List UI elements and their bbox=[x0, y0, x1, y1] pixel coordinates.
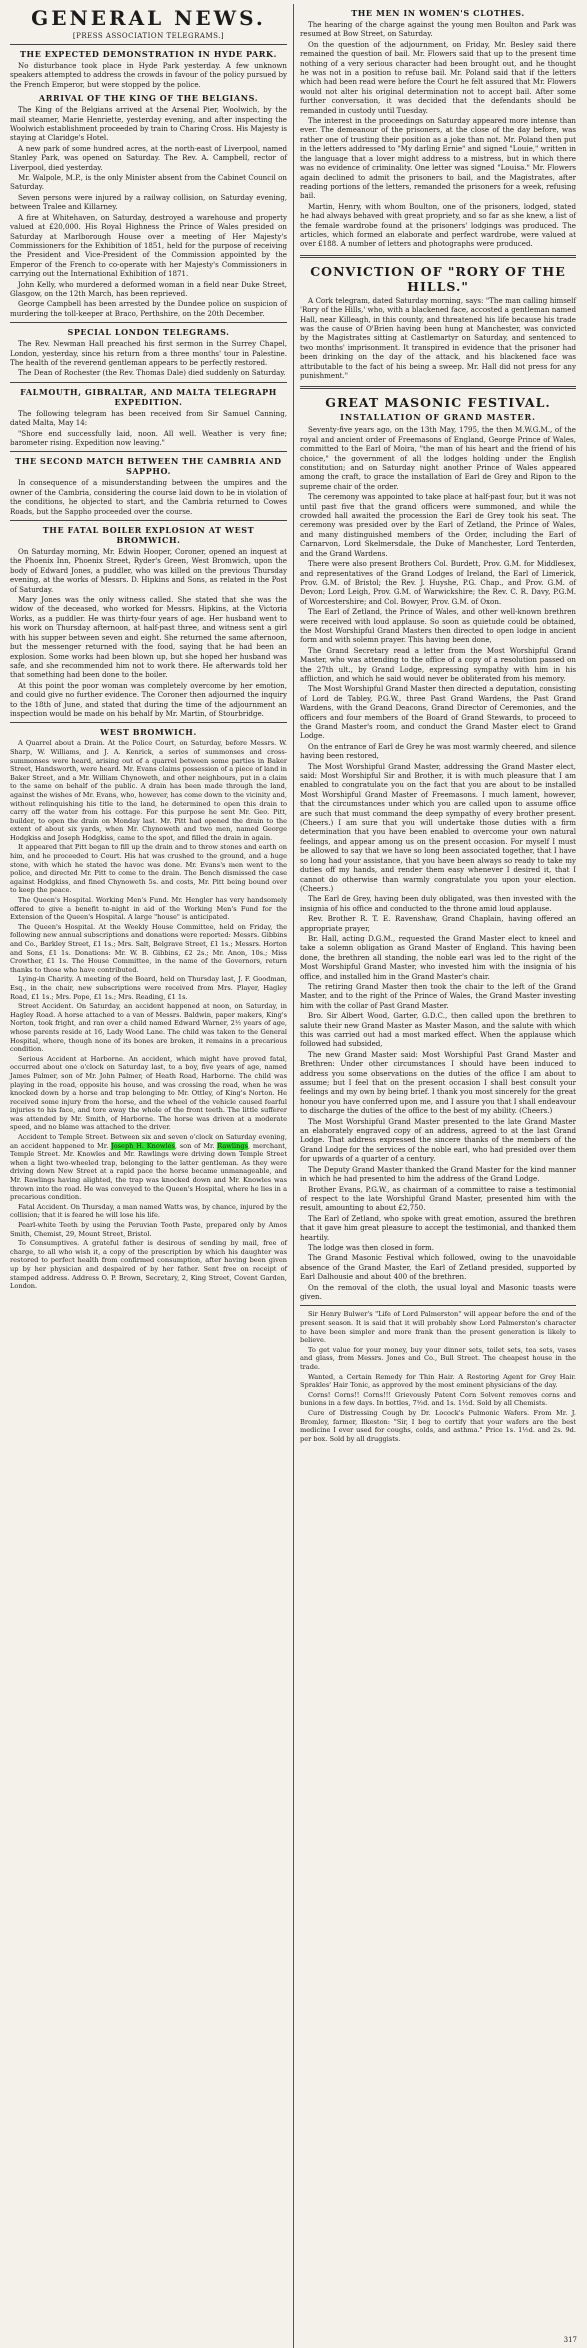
masthead: GENERAL NEWS. bbox=[31, 6, 266, 30]
article-text: The Dean of Rochester (the Rev. Thomas Dale) died suddenly on Saturday. bbox=[18, 368, 286, 378]
article-text: There were also present Brothers Col. Burdett, Prov. G.M. for Middlesex, and representatives of the Grand Lodges of Ireland, the Earl of Limerick, Prov. G.M. of Bristol; the Rev. J. Huyshe, P.G. Chap., and Prov. G.M. of Devon; Lord Leigh, Prov. G.M. of Warwickshire; the Rev. C. R. Davy, P.G.M. of Worcestershire; and Col. Bowyer, Prov. G.M. of Oxon. bbox=[300, 559, 576, 606]
page-number: 317 bbox=[563, 2336, 577, 2344]
text-segment: Accident to Temple Street. Between six and seven o'clock on Saturday evening, an accident happened to Mr. bbox=[10, 1133, 287, 1150]
article-text: The lodge was then closed in form. bbox=[308, 1242, 434, 1252]
article-text: The Most Worshipful Grand Master presented to the late Grand Master an elaborately engraved copy of an address, agreed to at the last Grand Lodge. That address expressed the sincere thanks of the members of the Grand Lodge for the services of the noble earl, who had presided over them for upwards of a quarter of a century. bbox=[300, 1116, 576, 1164]
article-text: Street Accident. On Saturday, an accident happened at noon, on Saturday, in Hagley Road. A horse attached to a van of Messrs. Baldwin, paper makers, King's Norton, took fright, and ran over a child named Edward Warner, 2½ years of age, whose parents reside at 16, Lady Wood Lane. The child was taken to the General Hospital, where, though none of its bones are broken, it remains in a precarious condition. bbox=[10, 1002, 287, 1054]
article-text: The Grand Masonic Festival which followed, owing to the unavoidable absence of the Grand Master, the Earl of Zetland presided, supported by Earl Dalhousie and about 400 of the brethren. bbox=[300, 1253, 576, 1282]
article-text: The ceremony was appointed to take place at half-past four, but it was not until past five that the grand officers were summoned, and while the crowded hall awaited the procession the Earl de Grey took his seat. The ceremony was presided over by the Earl of Zetland, the Prince of Wales, and many distinguished members of the Order, including the Earl of Carnarvon, Lord Skelmersdale, the Duke of Manchester, Lord Tenterden, and the Grand Wardens. bbox=[300, 492, 576, 558]
article-title-hyde-park: THE EXPECTED DEMONSTRATION IN HYDE PARK. bbox=[20, 49, 277, 59]
article-text: The Rev. Newman Hall preached his first sermon in the Surrey Chapel, London, yesterday, since his return from a three months' tour in Palestine. The health of the reverend gentleman appears to be perfectly restored. bbox=[10, 339, 287, 367]
article-text: A fire at Whitehaven, on Saturday, destroyed a warehouse and property valued at £20,000. His Royal Highness the Prince of Wales presided on Saturday at Marlborough House over a meeting of Her Majesty's Commissioners for the Exhibition of 1851, held for the purpose of receiving the President and Vice-President of the Commission appointed by the Emperor of the French to co-operate with her Majesty's Commissioners in carrying out the International Exhibition of 1871. bbox=[10, 212, 287, 279]
article-text: Seven persons were injured by a railway collision, on Saturday evening, between Tralee and Killarney. bbox=[10, 192, 287, 212]
article-title-king-belgians: ARRIVAL OF THE KING OF THE BELGIANS. bbox=[38, 93, 259, 104]
divider bbox=[10, 322, 287, 323]
article-text: The Grand Secretary read a letter from the Most Worshipful Grand Master, who was attending to the office of a copy of a resolution passed on the 27th ult., by Grand Lodge, expressing sympathy with him in his affliction, and which he said would never be obliterated from his memory. bbox=[300, 645, 576, 683]
article-title-london-telegrams: SPECIAL LONDON TELEGRAMS. bbox=[67, 327, 230, 338]
article-text: The Deputy Grand Master thanked the Grand Master for the kind manner in which he had presented to him the address of the Grand Lodge. bbox=[300, 1164, 576, 1184]
article-title-masonic-festival: GREAT MASONIC FESTIVAL. bbox=[325, 395, 551, 411]
text-segment: , merchant, Temple Street. Mr. Knowles and Mr. Rawlings were driving down Temple Street when a light two-wheeled trap, belonging to the latter gentleman. As they were driving down New Street at a rapid pace the horse became unmanageable, and Mr. Rawlings having alighted, the trap was knocked down and Mr. Knowles was thrown into the road. He was conveyed to the Queen's Hospital, where he lies in a precarious condition. bbox=[10, 1141, 287, 1202]
article-title-boiler-explosion: THE FATAL BOILER EXPLOSION AT WEST BROMWICH. bbox=[42, 525, 255, 546]
article-text: John Kelly, who murdered a deformed woman in a field near Duke Street, Glasgow, on the 12th March, has been reprieved. bbox=[10, 279, 287, 298]
article-text: On the removal of the cloth, the usual loyal and Masonic toasts were given. bbox=[300, 1282, 576, 1301]
article-text: At this point the poor woman was completely overcome by her emotion, and could give no further evidence. The Coroner then adjourned the inquiry to the 18th of June, and stated that during the time of the adjournment an inspection would be made on his behalf by Mr. Martin, of Stourbridge. bbox=[10, 680, 287, 718]
text-segment: , son of Mr. bbox=[174, 1141, 218, 1150]
article-text: On the question of the adjournment, on Friday, Mr. Besley said there remained the question of bail. Mr. Flowers said that up to the present time nothing of a very serious character had been brought out, and he thought he was not in a position to refuse bail. Mr. Poland said that if the letters which had been read were before the Court he felt assured that Mr. Flowers would not alter his original determination not to accept bail. After some further conversation, it was decided that the defendants should be remanded in custody until Tuesday. bbox=[300, 39, 576, 115]
advertisement-text: Pearl-white Teeth by using the Peruvian Tooth Paste, prepared only by Amos Smith, Chemist, 29, Mount Street, Bristol. bbox=[10, 1221, 287, 1238]
article-text: The Queen's Hospital. At the Weekly House Committee, held on Friday, the following new annual subscriptions and donations were reported: Messrs. Gibbins and Co., Barkley Street, £1 1s.; Mrs. Salt, Belgrave Street, £1 1s.; Messrs. Horton and Sons, £1 1s. Donations: Mr. W. B. Gibbins, £2 2s.; Mr. Anon, 10s.; Miss Crowther, £1 1s. The House Committee, in the name of the Governors, return thanks to those who have contributed. bbox=[10, 922, 287, 974]
article-text: A Cork telegram, dated Saturday morning, says: "The man calling himself 'Rory of the Hills,' who, with a blackened face, accosted a gentleman named Hall, near Killeagh, in this county, and threatened his life because his trade was the cause of O'Brien having been hung at Manchester, was convicted by the Magistrates sitting at Castlemartyr on Saturday, and sentenced to two months' imprisonment. It transpired in evidence that the prisoner had been drinking on the day of the attack, and his blackened face was attributable to the fact of his being a sweep. Mr. Hall did not press for any punishment." bbox=[300, 295, 576, 380]
advertisement-text: To get value for your money, buy your dinner sets, toilet sets, tea sets, vases and glass, from Messrs. Jones and Co., Bull Street. The cheapest house in the trade. bbox=[300, 1345, 576, 1371]
article-text: On the entrance of Earl de Grey he was most warmly cheered, and silence having been restored, bbox=[300, 741, 576, 761]
byline: [PRESS ASSOCIATION TELEGRAMS.] bbox=[72, 32, 225, 40]
article-text: A new park of some hundred acres, at the north-east of Liverpool, named Stanley Park, was opened on Saturday. The Rev. A. Campbell, rector of Liverpool, died yesterday. bbox=[10, 143, 287, 172]
divider bbox=[300, 386, 576, 389]
article-text: Seventy-five years ago, on the 13th May, 1795, the then M.W.G.M., of the royal and ancient order of Freemasons of England, George Prince of Wales, committed to the Earl of Moira, "the man of his heart and the friend of his choice," the government of all the lodges holding under the English constitution; and on Saturday night another Prince of Wales appeared among the craft, to grace the installation of Earl de Grey and Ripon to the supreme chair of the order. bbox=[300, 425, 576, 491]
article-text: The retiring Grand Master then took the chair to the left of the Grand Master, and to the right of the Prince of Wales, the Grand Master investing him with the collar of Past Grand Master. bbox=[300, 981, 576, 1010]
article-title-west-bromwich: WEST BROMWICH. bbox=[100, 727, 197, 738]
divider bbox=[300, 255, 576, 258]
divider bbox=[300, 1305, 576, 1306]
divider bbox=[10, 722, 287, 723]
divider bbox=[10, 382, 287, 383]
divider bbox=[10, 44, 287, 45]
advertisement-text: Wanted, a Certain Remedy for Thin Hair. A Restoring Agent for Grey Hair. Sprakles' Hair Tonic, as approved by the most eminent physicians of the day. bbox=[300, 1372, 576, 1390]
article-text: The Most Worshipful Grand Master then directed a deputation, consisting of Lord de Tabley, P.G.W., three Past Grand Wardens, the Past Grand Wardens, with the Grand Deacons, Grand Director of Ceremonies, and the officers and four members of the Board of Grand Stewards, to proceed to the Grand Master's room, and conduct the Grand Master elect to Grand Lodge. bbox=[300, 684, 576, 741]
article-text: In consequence of a misunderstanding between the umpires and the owner of the Cambria, considering the course laid down to be in violation of the conditions, he objected to start, and the Cambria returned to Cowes Roads, but the Sappho proceeded over the course. bbox=[10, 478, 287, 516]
article-text: Brother Evans, P.G.W., as chairman of a committee to raise a testimonial of respect to the late Worshipful Grand Master, presented him with the result, amounting to about £2,750. bbox=[300, 1184, 576, 1213]
advertisement-text: Cure of Distressing Cough by Dr. Locock's Pulmonic Wafers. From Mr. J. Bromley, farmer, Ilkeston: "Sir, I beg to certify that your wafers are the best medicine I ever used for coughs, colds, and asthma." Price 1s. 1½d. and 2s. 9d. per box. Sold by all druggists. bbox=[300, 1408, 576, 1443]
article-text: Lying-in Charity. A meeting of the Board, held on Thursday last, J. F. Goodman, Esq., in the chair, new subscriptions were received from Mrs. Player, Hagley Road, £1 1s.; Mrs. Pope, £1 1s.; Mrs. Reading, £1 1s. bbox=[10, 975, 287, 1001]
right-column bbox=[293, 4, 582, 2348]
article-text: The new Grand Master said: Most Worshipful Past Grand Master and Brethren: Under other circumstances I should have been induced to address you some observations on the duties of the office I am about to assume; but I feel that on the present occasion I shall best consult your feelings and my own by being brief. I thank you most sincerely for the great honour you have conferred upon me, and I assure you that I shall endeavour to discharge the duties of the office to the best of my ability. (Cheers.) bbox=[300, 1049, 576, 1116]
divider bbox=[10, 451, 287, 452]
article-text: Bro. Sir Albert Wood, Garter, G.D.C., then called upon the brethren to salute their new Grand Master as Master Mason, and the salute with which this was carried out had a most marked effect. When the applause which followed had subsided, bbox=[300, 1011, 576, 1049]
article-text: George Campbell has been arrested by the Dundee police on suspicion of murdering the toll-keeper at Braco, Perthshire, on the 20th December. bbox=[10, 299, 287, 318]
article-text: Mary Jones was the only witness called. She stated that she was the widow of the deceased, who worked for Messrs. Hipkins, at the Victoria Works, as a puddler. He was thirty-four years of age. Her husband went to his work on Thursday afternoon, at half-past three, and witness sent a girl with his supper between seven and eight. She returned the same afternoon, but the messenger returned with the food, saying that he had been an explosion. Some works had been blown up, but she hoped her husband was safe, and she recommended him not to work there. He afterwards told her that something had been done to the boiler. bbox=[10, 595, 287, 680]
article-text: Br. Hall, acting D.G.M., requested the Grand Master elect to kneel and take a solemn obligation as Grand Master of England. This having been done, the brethren all standing, the noble earl was led to the right of the Most Worshipful Grand Master, who invested him with the insignia of his office, and installed him in the Grand Master's chair. bbox=[300, 933, 576, 981]
article-text: The Earl de Grey, having been duly obligated, was then invested with the insignia of his office and conducted to the throne amid loud applause. bbox=[300, 894, 576, 913]
article-title-cambria-sappho: THE SECOND MATCH BETWEEN THE CAMBRIA AND SAPPHO. bbox=[15, 456, 282, 477]
article-title-rory-of-the-hills: CONVICTION OF "RORY OF THE HILLS." bbox=[310, 263, 566, 294]
advertisement-text: Sir Henry Bulwer's "Life of Lord Palmerston" will appear before the end of the present season. It is said that it will probably show Lord Palmerston's character to have been simpler and more frank than the present generation is likely to believe. bbox=[300, 1310, 576, 1345]
article-text: The interest in the proceedings on Saturday appeared more intense than ever. The demeanour of the prisoners, at the close of the day before, was rather one of trusting their position as a joke than not. Mr. Poland then put in the letters addressed to "My darling Ernie" and signed "Louie," written in the language that a lover might address to a mistress, but in which there was no evidence of criminality. One letter was signed "Louisa." Mr. Flowers again declined to admit the prisoners to bail, and the Magistrates, after reading portions of the letters, remanded the prisoners for a week, refusing bail. bbox=[300, 116, 576, 201]
highlighted-name: Rawlings bbox=[217, 1141, 248, 1150]
article-subtitle-installation: INSTALLATION OF GRAND MASTER. bbox=[340, 412, 536, 423]
article-text-accident-temple-street bbox=[10, 1133, 287, 1202]
article-text: Mr. Walpole, M.P., is the only Minister absent from the Cabinet Council on Saturday. bbox=[10, 173, 287, 192]
article-text: A Quarrel about a Drain. At the Police Court, on Saturday, before Messrs. W. Sharp, W. Williams, and J. A. Kenrick, a series of summonses and cross-summonses were heard, arising out of a quarrel between some parties in Baker Street, Handsworth, were heard. Mr. Evans claims possession of a piece of land in Baker Street, and a Mr. William Chynoweth, and other neighbours, put in a claim to the same on behalf of the public. A drain has been made through the land, against the wishes of Mr. Evans, who, however, has come down to the vicinity and, without relinquishing his title to the land, he determined to open this drain to carry off the water from his cottage. For this purpose he sent Mr. Geo. Pitt, builder, to open the drain on Monday last. Mr. Pitt had opened the drain to the extent of about six yards, when Mr. Chynoweth and two men, named George Hodgkiss and Joseph Hodgkiss, came to the spot, and filled the drain in again. bbox=[10, 739, 287, 842]
article-text: The Most Worshipful Grand Master, addressing the Grand Master elect, said: Most Worshipful Sir and Brother, it is with much pleasure that I am enabled to congratulate you on the fact that you are about to be installed Most Worshipful Grand Master of Freemasons. I much lament, however, that the circumstances under which you are called upon to assume office are such that must command the deep sympathy of every brother present. (Cheers.) I am sure that you will undertake those duties with a firm determination that you have been enabled to overcome your own natural feelings, and appear among us on the present occasion. For myself I must be allowed to say that we have so long been associated together, that I have so long had your assistance, that you have been always so ready to take my duties off my hands, and render them easy whenever I desired it, that I cannot do otherwise than warmly congratulate you upon your election. (Cheers.) bbox=[300, 761, 576, 893]
article-title-falmouth: FALMOUTH, GIBRALTAR, AND MALTA TELEGRAPH EXPEDITION. bbox=[20, 386, 277, 407]
article-text: "Shore end successfully laid, noon. All well. Weather is very fine; barometer rising. Expedition now leaving." bbox=[10, 428, 287, 447]
article-text: Martin, Henry, with whom Boulton, one of the prisoners, lodged, stated he had always behaved with great propriety, and so far as she knew, a list of the female wardrobe found at the prisoners' lodgings was produced. The articles, which formed an elaborate and perfect wardrobe, were valued at over £188. A number of letters and photographs were produced. bbox=[300, 201, 576, 249]
article-text: The following telegram has been received from Sir Samuel Canning, dated Malta, May 14: bbox=[10, 408, 287, 428]
highlighted-name: Joseph H. Knowles bbox=[111, 1141, 175, 1150]
article-text: On Saturday morning, Mr. Edwin Hooper, Coroner, opened an inquest at the Phoenix Inn, Phoenix Street, Ryder's Green, West Bromwich, upon the body of Edward Jones, a puddler, who was killed on the previous Thursday evening, at the works of Messrs. D. Hipkins and Sons, as related in the Post of Saturday. bbox=[10, 547, 287, 594]
article-text: The Queen's Hospital. Working Men's Fund. Mr. Hengler has very handsomely offered to give a benefit to-night in aid of the Working Men's Fund for the Extension of the Queen's Hospital. A large "house" is anticipated. bbox=[10, 896, 287, 922]
advertisement-text: Corns! Corns!! Corns!!! Grievously Patent Corn Solvent removes corns and bunions in a few days. In bottles, 7½d. and 1s. 1½d. Sold by all Chemists. bbox=[300, 1390, 576, 1408]
article-text: No disturbance took place in Hyde Park yesterday. A few unknown speakers attempted to address the crowds in favour of the policy pursued by the French Emperor, but were stopped by the police. bbox=[10, 61, 287, 89]
article-title-men-in-womens-clothes: THE MEN IN WOMEN'S CLOTHES. bbox=[351, 8, 525, 18]
article-text: The Earl of Zetland, who spoke with great emotion, assured the brethren that it gave him great pleasure to accept the testimonial, and thanked them heartily. bbox=[300, 1213, 576, 1242]
article-text: The hearing of the charge against the young men Boulton and Park was resumed at Bow Street, on Saturday. bbox=[300, 20, 576, 39]
article-text: Rev. Brother R. T. E. Ravenshaw, Grand Chaplain, having offered an appropriate prayer, bbox=[300, 914, 576, 933]
article-text: The Earl of Zetland, the Prince of Wales, and other well-known brethren were received with loud applause. So soon as quietude could be obtained, the Most Worshipful Grand Masters then directed to open lodge in ancient form and with solemn prayer. This having been done, bbox=[300, 607, 576, 645]
left-column bbox=[4, 4, 293, 2348]
article-text: It appeared that Pitt began to fill up the drain and to throw stones and earth on him, and he proceeded to Court. His hat was crushed to the ground, and a huge stone, with which he stated the havoc was done. Mr. Evans's men went to the police, and directed Mr. Pitt to come to the drain. The Bench dismissed the case against Hodgkiss, and fined Chynoweth 5s. and costs, Mr. Pitt being bound over to keep the peace. bbox=[10, 843, 287, 895]
advertisement-text: To Consumptives. A grateful father is desirous of sending by mail, free of charge, to all who wish it, a copy of the prescription by which his daughter was restored to perfect health from confirmed consumption, after having been given up by her physician and despaired of by her father. Sent free on receipt of stamped address. Address O. P. Brown, Secretary, 2, King Street, Covent Garden, London. bbox=[10, 1239, 287, 1291]
article-text: Serious Accident at Harborne. An accident, which might have proved fatal, occurred about one o'clock on Saturday last, to a boy, five years of age, named James Palmer, son of Mr. John Palmer, of Heath Road, Harborne. The child was playing in the road, opposite his house, and was crossing the road, when he was knocked down by a horse and trap belonging to Mr. Ottley, of King's Norton. He received some injury from the horse, and the wheel of the vehicle caused fearful injuries to his face, and tore away the whole of the front teeth. The little sufferer was attended by Mr. Smith, of Harborne. The horse was driven at a moderate speed, and no blame was attached to the driver. bbox=[10, 1054, 287, 1132]
divider bbox=[10, 520, 287, 521]
article-text: Fatal Accident. On Thursday, a man named Watts was, by chance, injured by the collision; that it is feared he will lose his life. bbox=[10, 1202, 287, 1220]
article-text: The King of the Belgians arrived at the Arsenal Pier, Woolwich, by the mail steamer, Marie Henriette, yesterday evening, and after inspecting the Woolwich establishment proceeded by train to Charing Cross. His Majesty is staying at Claridge's Hotel. bbox=[10, 105, 287, 143]
